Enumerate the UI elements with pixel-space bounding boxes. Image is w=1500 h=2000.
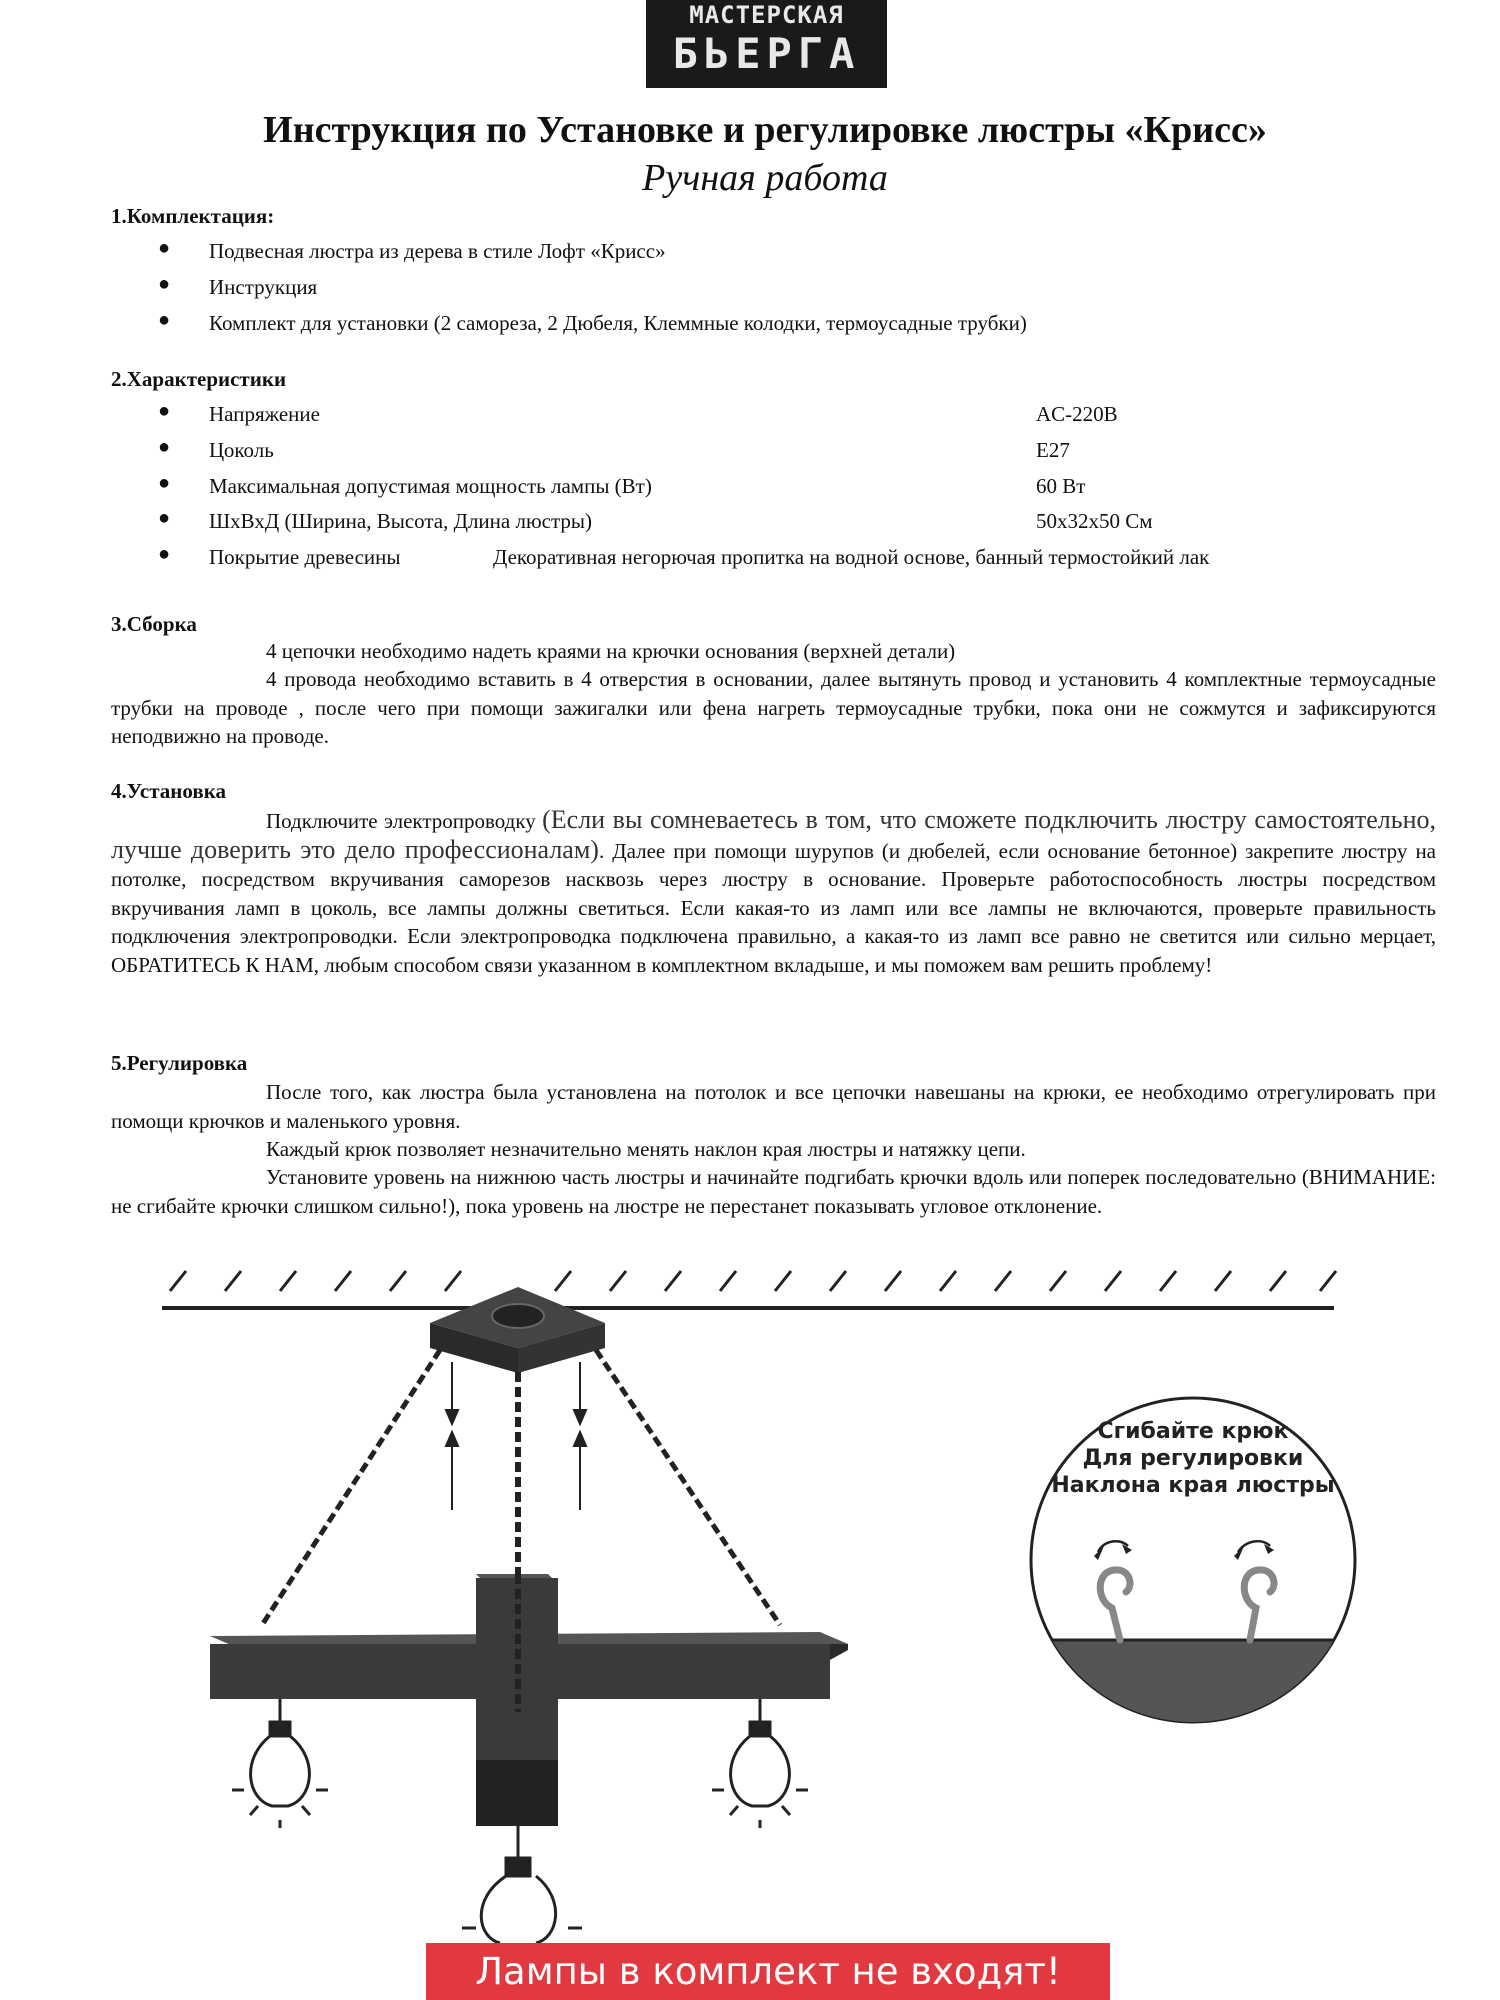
- warning-banner: Лампы в комплект не входят!: [426, 1943, 1110, 2000]
- logo-line-1: МАСТЕРСКАЯ: [689, 1, 844, 29]
- callout-text-3: Наклона края люстры: [1051, 1473, 1335, 1498]
- spec-value: 60 Вт: [1036, 474, 1086, 498]
- chain-left: [262, 1350, 440, 1625]
- spec-value: E27: [1036, 438, 1070, 462]
- spec-label: Максимальная допустимая мощность лампы (Вт): [209, 474, 652, 498]
- section-heading-adjustment: 5.Регулировка: [111, 1051, 248, 1075]
- spec-label: Напряжение: [209, 402, 320, 426]
- list-item: Комплект для установки (2 самореза, 2 Дюбеля, Клеммные колодки, термоусадные трубки): [209, 311, 1027, 335]
- ceiling-hatch: [170, 1271, 1336, 1291]
- bullet: ●: [158, 309, 171, 331]
- paragraph-text: . Далее при помощи шурупов (и дюбелей, если основание бетонное) закрепите люстру на потолке, посредством вкручивания саморезов насквозь через люстру в основание. Проверьте работоспособность люстры посредством вкручивания ламп в цоколь, все лампы должны светиться. Если какая-то из ламп или все лампы не включаются, проверьте правильность подключения электропроводки. Если электропроводка подключена правильно, а какая-то из ламп все равно не светится или сильно мерцает, ОБРАТИТЕСЬ К НАМ, любым способом связи указанном в комплектном вкладыше, и мы поможем вам решить проблему!: [111, 838, 1437, 977]
- list-item: Подвесная люстра из дерева в стиле Лофт «Крисс»: [209, 239, 666, 263]
- bullet: ●: [158, 237, 171, 259]
- bullet: ●: [158, 273, 171, 295]
- bullet: ●: [158, 507, 171, 529]
- spec-value: AC-220В: [1036, 402, 1118, 426]
- paragraph: После того, как люстра была установлена на потолок и все цепочки навешаны на крюки, ее необходимо отрегулировать при помощи крючков и маленького уровня.: [111, 1080, 1436, 1133]
- brand-logo: [646, 0, 887, 88]
- spec-value: Декоративная негорючая пропитка на водной основе, банный термостойкий лак: [493, 545, 1210, 569]
- spec-value: 50x32x50 См: [1036, 509, 1153, 533]
- bulb-right: [712, 1699, 808, 1828]
- paragraph: 4 цепочки необходимо надеть краями на крючки основания (верхней детали): [266, 639, 956, 663]
- spec-label: Покрытие древесины: [209, 545, 401, 569]
- section-heading-equipment: 1.Комплектация:: [111, 204, 275, 228]
- page-title: Инструкция по Установке и регулировке люстры «Крисс»: [263, 109, 1267, 151]
- chain-right: [596, 1350, 780, 1625]
- list-item: Инструкция: [209, 275, 318, 299]
- paragraph: 4 провода необходимо вставить в 4 отверстия в основании, далее вытянуть провод и установить 4 комплектные термоусадные трубки на проводе , после чего при помощи зажигалки или фена нагреть термоусадные трубки, пока они не сожмутся и зафиксируются неподвижно на проводе.: [111, 667, 1436, 748]
- spec-label: ШхВхД (Ширина, Высота, Длина люстры): [209, 509, 592, 533]
- paragraph: [111, 806, 1436, 979]
- bullet: ●: [158, 543, 171, 565]
- section-heading-installation: 4.Установка: [111, 779, 226, 803]
- bullet: ●: [158, 436, 171, 458]
- bulb-left: [232, 1699, 328, 1828]
- paragraph: Установите уровень на нижнюю часть люстры и начинайте подгибать крючки вдоль или поперек последовательно (ВНИМАНИЕ: не сгибайте крючки слишком сильно!), пока уровень на люстре не перестанет показывать угловое отклонение.: [111, 1165, 1436, 1218]
- spec-label: Цоколь: [209, 438, 274, 462]
- callout-text-1: Сгибайте крюк: [1097, 1419, 1289, 1444]
- bullet: ●: [158, 472, 171, 494]
- page-subtitle: Ручная работа: [642, 157, 888, 199]
- screw-arrow-right: [574, 1362, 586, 1510]
- bulb-center: [462, 1826, 582, 1943]
- section-heading-assembly: 3.Сборка: [111, 612, 197, 636]
- bullet: ●: [158, 400, 171, 422]
- paragraph-text: Подключите электропроводку: [266, 809, 543, 833]
- callout-text-2: Для регулировки: [1082, 1446, 1304, 1471]
- paragraph-warning: (Если вы сомневаетесь в том, что сможете подключить люстру самостоятельно, лучше доверить это дело профессионалам): [111, 805, 1436, 864]
- ceiling-base: [430, 1287, 605, 1373]
- screw-arrow-left: [446, 1362, 458, 1510]
- hook-callout: [1020, 1398, 1370, 1840]
- paragraph: Каждый крюк позволяет незначительно менять наклон края люстры и натяжку цепи.: [266, 1137, 1026, 1161]
- section-heading-specs: 2.Характеристики: [111, 367, 287, 391]
- chandelier-diagram: [0, 1270, 1500, 1943]
- logo-line-2: БЬЕРГА: [672, 29, 861, 78]
